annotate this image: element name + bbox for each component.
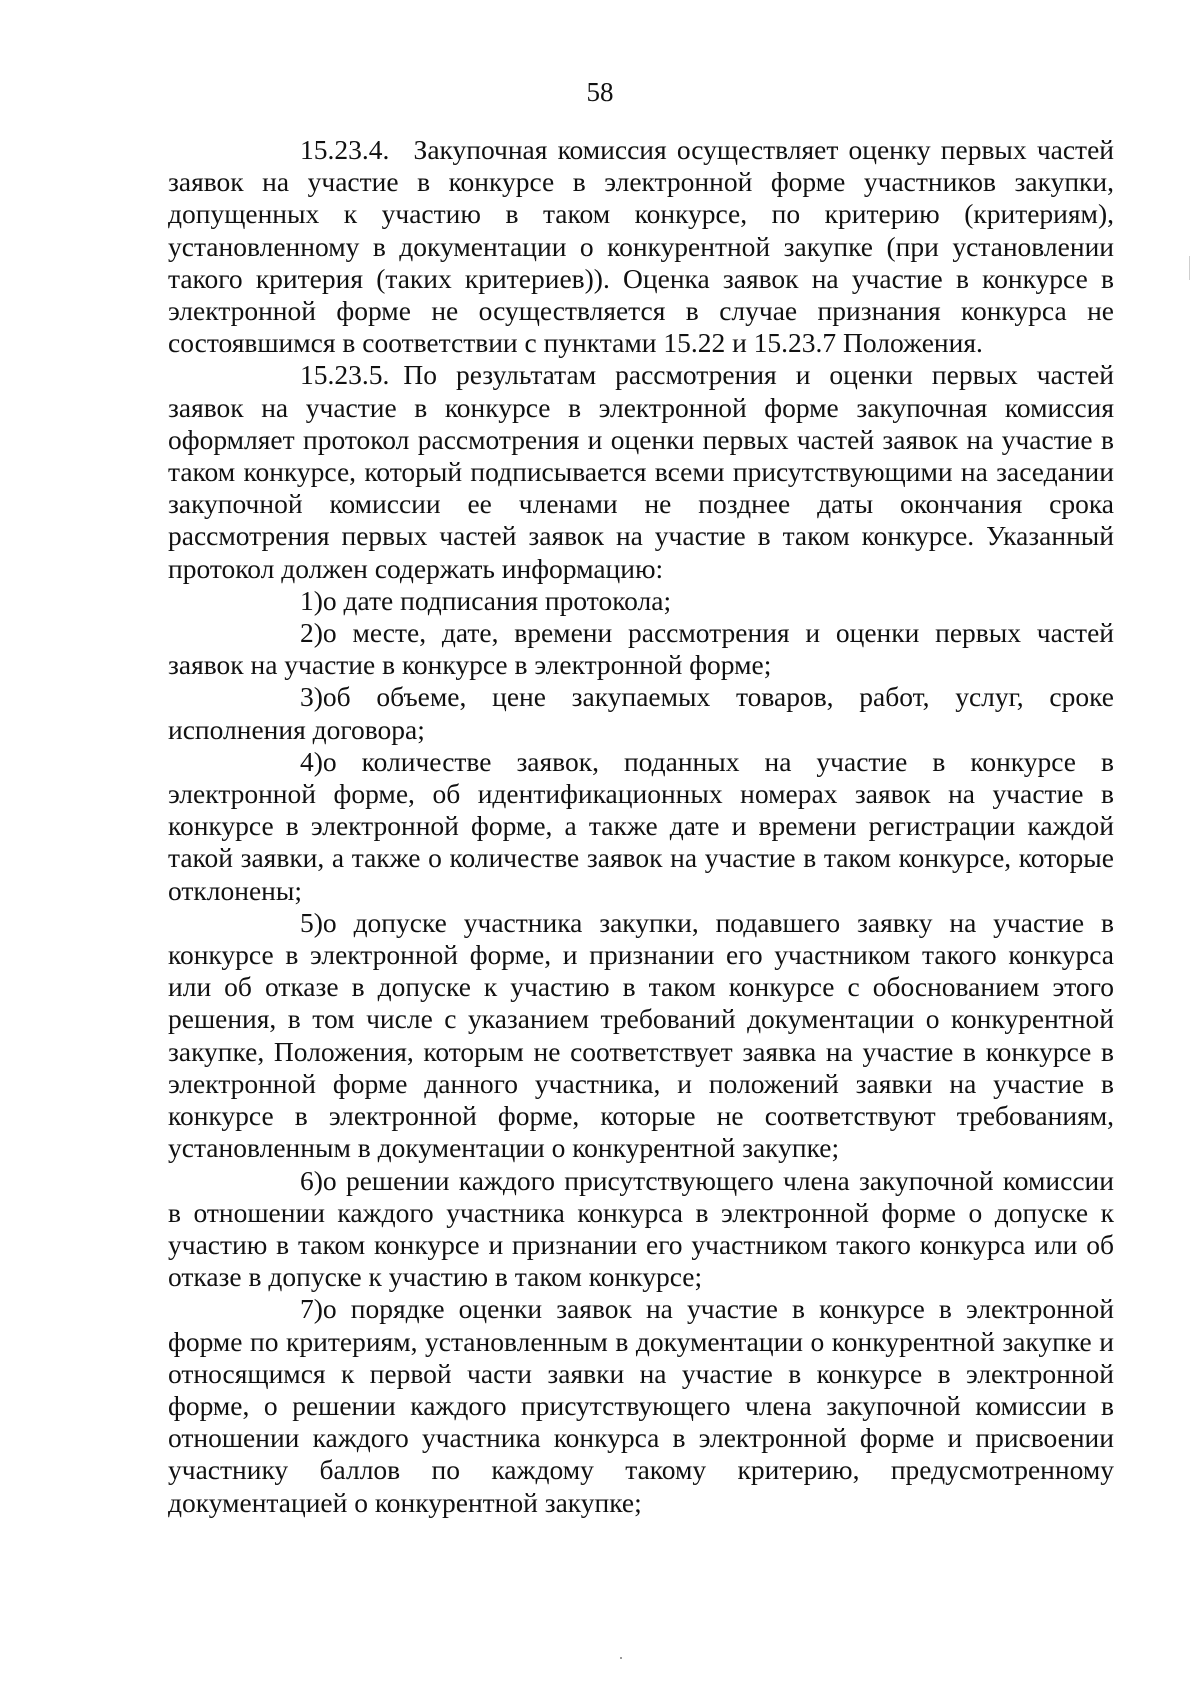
list-item-number: 3) (300, 681, 323, 713)
paragraph-15-23-5 (168, 359, 1114, 584)
document-body (168, 134, 1114, 1519)
list-item-7 (168, 1293, 1114, 1518)
paragraph-text: По результатам рассмотрения и оценки первых частей заявок на участие в конкурсе в электронной форме закупочная комиссия оформляет протокол рассмотрения и оценки первых частей заявок на участие в таком конкурсе, который подписывается всеми присутствующими на заседании закупочной комиссии ее членами не позднее даты окончания срока рассмотрения первых частей заявок на участие в таком конкурсе. Указанный протокол должен содержать информацию: (168, 359, 1114, 584)
list-item-number: 6) (300, 1164, 323, 1196)
list-item-number: 7) (300, 1293, 323, 1325)
list-item-text: о дате подписания протокола; (322, 584, 672, 616)
list-item-3 (168, 681, 1114, 745)
page-number: 58 (586, 77, 614, 107)
paragraph-15-23-4 (168, 134, 1114, 359)
list-item-text: об объеме, цене закупаемых товаров, работ, услуг, сроке исполнения договора; (168, 681, 1114, 745)
list-item-4 (168, 746, 1114, 907)
list-item-text: о допуске участника закупки, подавшего заявку на участие в конкурсе в электронной форме, и признании его участником такого конкурса или об отказе в допуске к участию в таком конкурсе с обоснованием этого решения, в том числе с указанием требований документации о конкурентной закупке, Положения, которым не соответствует заявка на участие в конкурсе в электронной форме данного участника, и положений заявки на участие в конкурсе в электронной форме, которые не соответствуют требованиям, установленным в документации о конкурентной закупке; (168, 906, 1114, 1164)
list-item-text: о месте, дате, времени рассмотрения и оценки первых частей заявок на участие в конкурсе в электронной форме; (168, 617, 1114, 681)
list-item-2 (168, 617, 1114, 681)
list-item-6 (168, 1165, 1114, 1294)
list-item-text: о порядке оценки заявок на участие в конкурсе в электронной форме по критериям, установленным в документации о конкурентной закупке и относящимся к первой части заявки на участие в конкурсе в электронной форме, о решении каждого присутствующего члена закупочной комиссии в отношении каждого участника конкурса в электронной форме и присвоении участнику баллов по каждому такому критерию, предусмотренному документацией о конкурентной закупке; (168, 1293, 1114, 1518)
list-item-number: 4) (300, 745, 323, 777)
list-item-1 (168, 585, 1114, 617)
clause-number: 15.23.5. (300, 359, 390, 391)
clause-number: 15.23.4. (300, 134, 390, 165)
list-item-number: 2) (300, 617, 323, 649)
list-item-number: 1) (300, 584, 323, 616)
list-item-5 (168, 907, 1114, 1165)
list-item-text: о решении каждого присутствующего члена закупочной комиссии в отношении каждого участника конкурса в электронной форме о допуске к участию в таком конкурсе и признании его участником такого конкурса или об отказе в допуске к участию в таком конкурсе; (168, 1164, 1114, 1293)
list-item-number: 5) (300, 906, 323, 938)
scan-speck (620, 1657, 622, 1659)
scan-edge-mark (1189, 256, 1190, 280)
paragraph-text: Закупочная комиссия осуществляет оценку первых частей заявок на участие в конкурсе в электронной форме участников закупки, допущенных к участию в таком конкурсе, по критерию (критериям), установленному в документации о конкурентной закупке (при установлении такого критерия (таких критериев)). Оценка заявок на участие в конкурсе в электронной форме не осуществляется в случае признания конкурса не состоявшимся в соответствии с пунктами 15.22 и 15.23.7 Положения. (168, 134, 1115, 359)
list-item-text: о количестве заявок, поданных на участие в конкурсе в электронной форме, об идентификационных номерах заявок на участие в конкурсе в электронной форме, а также дате и времени регистрации каждой такой заявки, а также о количестве заявок на участие в таком конкурсе, которые отклонены; (168, 745, 1114, 906)
